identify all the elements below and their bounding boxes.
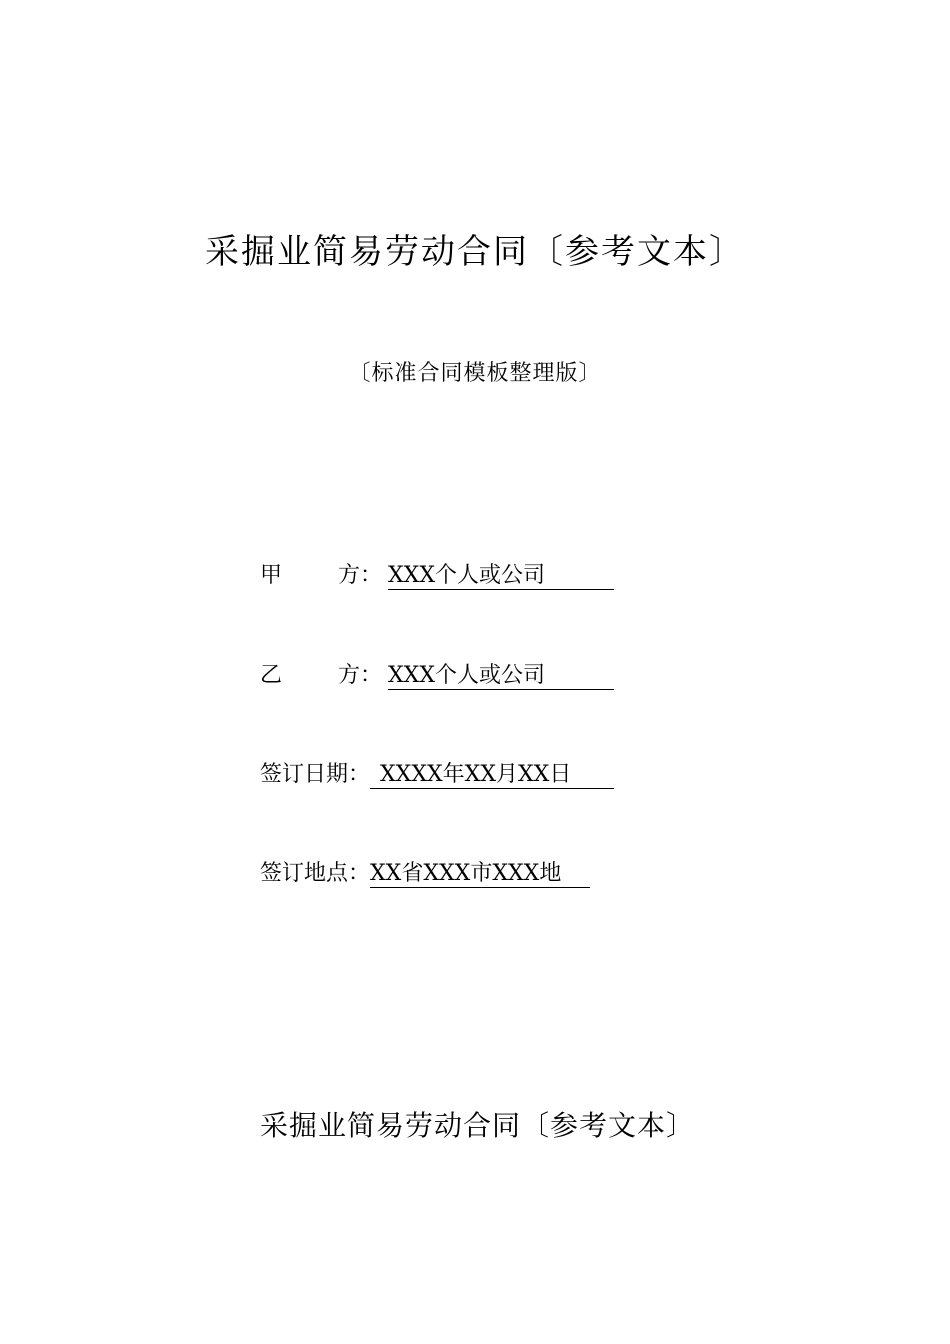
party-a-value: XXX个人或公司	[388, 563, 614, 590]
sign-date-field	[260, 759, 614, 791]
party-a-label-char1: 甲	[260, 563, 283, 588]
sign-place-label: 签订地点：	[260, 861, 371, 886]
sign-date-value: XXXX年XX月XX日	[370, 762, 614, 789]
document-subtitle: 〔标准合同模板整理版〕	[348, 361, 602, 386]
party-b-label-char1: 乙	[260, 663, 283, 688]
party-a-label	[260, 560, 388, 592]
party-a-field	[260, 560, 614, 592]
document-bottom-title: 采掘业简易劳动合同〔参考文本〕	[260, 1109, 696, 1142]
sign-place-field	[260, 858, 590, 890]
party-b-label	[260, 660, 388, 692]
document-title: 采掘业简易劳动合同〔参考文本〕	[205, 232, 745, 272]
party-b-field	[260, 660, 614, 692]
sign-date-label: 签订日期：	[260, 762, 371, 787]
party-b-label-char2: 方：	[338, 663, 383, 688]
sign-place-value: XX省XXX市XXX地	[370, 861, 590, 888]
party-a-label-char2: 方：	[338, 563, 383, 588]
party-b-value: XXX个人或公司	[388, 663, 614, 690]
